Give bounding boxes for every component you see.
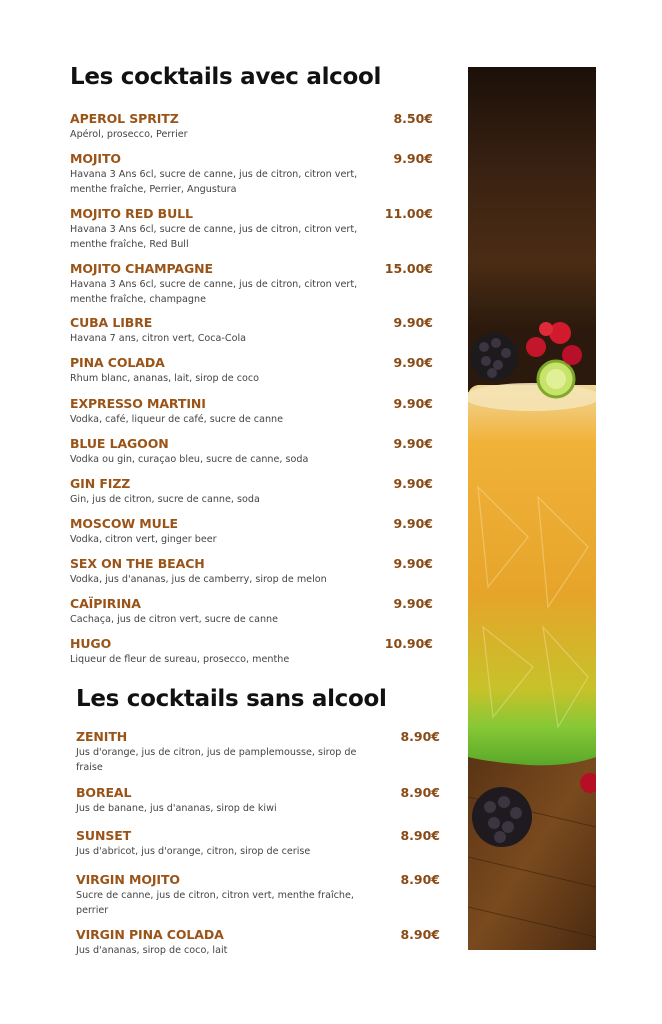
menu-item-description: Havana 7 ans, citron vert, Coca-Cola (70, 333, 246, 344)
menu-item-name: MOJITO RED BULL (70, 206, 193, 221)
section-title-alcool: Les cocktails avec alcool (70, 64, 382, 90)
menu-item-name: PINA COLADA (70, 355, 165, 370)
menu-item (70, 556, 433, 587)
menu-item-description: Apérol, prosecco, Perrier (70, 129, 188, 140)
menu-item (76, 927, 440, 958)
menu-item (70, 436, 433, 467)
menu-item-price: 9.90€ (393, 151, 433, 166)
menu-item-price: 8.90€ (400, 927, 440, 942)
menu-item-name: MOJITO (70, 151, 121, 166)
menu-item (70, 111, 433, 142)
menu-item-name: SUNSET (76, 828, 132, 843)
menu-item-description: Vodka, café, liqueur de café, sucre de canne (70, 414, 284, 425)
menu-item (70, 355, 433, 386)
menu-item-description: Jus d'ananas, sirop de coco, lait (76, 945, 228, 956)
menu-item-description: Jus d'orange, jus de citron, jus de pamplemousse, sirop de fraise (76, 747, 357, 773)
menu-item-price: 9.90€ (393, 596, 433, 611)
menu-item-description: Gin, jus de citron, sucre de canne, soda (70, 494, 260, 505)
menu-item-description: Liqueur de fleur de sureau, prosecco, menthe (70, 654, 290, 665)
menu-item-description: Jus d'abricot, jus d'orange, citron, sirop de cerise (76, 846, 311, 857)
menu-item-name: APEROL SPRITZ (70, 111, 179, 126)
menu-item-description: Vodka, citron vert, ginger beer (70, 534, 217, 545)
menu-item (76, 729, 440, 775)
menu-item-name: CAÏPIRINA (70, 596, 141, 611)
menu-item-price: 9.90€ (393, 476, 433, 491)
menu-item-description: Vodka, jus d'ananas, jus de camberry, sirop de melon (70, 574, 327, 585)
menu-item-description: Cachaça, jus de citron vert, sucre de canne (70, 614, 279, 625)
menu-item-name: VIRGIN MOJITO (76, 872, 180, 887)
menu-item (70, 636, 433, 667)
menu-item-name: CUBA LIBRE (70, 315, 153, 330)
menu-item-description: Sucre de canne, jus de citron, citron vert, menthe fraîche, perrier (76, 890, 354, 916)
menu-item-name: VIRGIN PINA COLADA (76, 927, 224, 942)
menu-item (70, 396, 433, 427)
menu-item (70, 315, 433, 346)
menu-item-price: 10.90€ (384, 636, 433, 651)
menu-item-name: HUGO (70, 636, 112, 651)
menu-item-description: Vodka ou gin, curaçao bleu, sucre de canne, soda (70, 454, 309, 465)
menu-item-name: MOJITO CHAMPAGNE (70, 261, 213, 276)
menu-item (76, 872, 440, 918)
menu-item (70, 261, 433, 307)
menu-item-name: GIN FIZZ (70, 476, 131, 491)
menu-item-description: Rhum blanc, ananas, lait, sirop de coco (70, 373, 260, 384)
menu-item-name: SEX ON THE BEACH (70, 556, 205, 571)
menu-item-price: 8.90€ (400, 729, 440, 744)
menu-item (70, 151, 433, 197)
menu-item-name: ZENITH (76, 729, 128, 744)
menu-item (70, 476, 433, 507)
menu-item-description: Jus de banane, jus d'ananas, sirop de kiwi (76, 803, 277, 814)
menu-item-price: 8.90€ (400, 785, 440, 800)
menu-item (76, 828, 440, 859)
menu-item-description: Havana 3 Ans 6cl, sucre de canne, jus de citron, citron vert, menthe fraîche, Perrier, Angustura (70, 169, 358, 195)
menu-item-name: MOSCOW MULE (70, 516, 179, 531)
menu-item-price: 9.90€ (393, 556, 433, 571)
menu-item-price: 8.90€ (400, 872, 440, 887)
menu-item-description: Havana 3 Ans 6cl, sucre de canne, jus de citron, citron vert, menthe fraîche, champagne (70, 279, 358, 305)
menu-item-price: 15.00€ (384, 261, 433, 276)
menu-item-price: 9.90€ (393, 396, 433, 411)
menu-item-price: 9.90€ (393, 436, 433, 451)
menu-item-price: 9.90€ (393, 355, 433, 370)
menu-item-price: 8.90€ (400, 828, 440, 843)
menu-item (70, 516, 433, 547)
menu-item-price: 8.50€ (393, 111, 433, 126)
menu-item-name: BLUE LAGOON (70, 436, 169, 451)
menu-item (76, 785, 440, 816)
menu-item-price: 9.90€ (393, 315, 433, 330)
menu-item (70, 206, 433, 252)
menu-item-description: Havana 3 Ans 6cl, sucre de canne, jus de citron, citron vert, menthe fraîche, Red Bull (70, 224, 358, 250)
menu-item-price: 11.00€ (384, 206, 433, 221)
section-title-sans-alcool: Les cocktails sans alcool (76, 686, 387, 712)
menu-item (70, 596, 433, 627)
menu-item-name: EXPRESSO MARTINI (70, 396, 206, 411)
cocktail-photo (468, 67, 596, 950)
menu-item-name: BOREAL (76, 785, 132, 800)
menu-item-price: 9.90€ (393, 516, 433, 531)
